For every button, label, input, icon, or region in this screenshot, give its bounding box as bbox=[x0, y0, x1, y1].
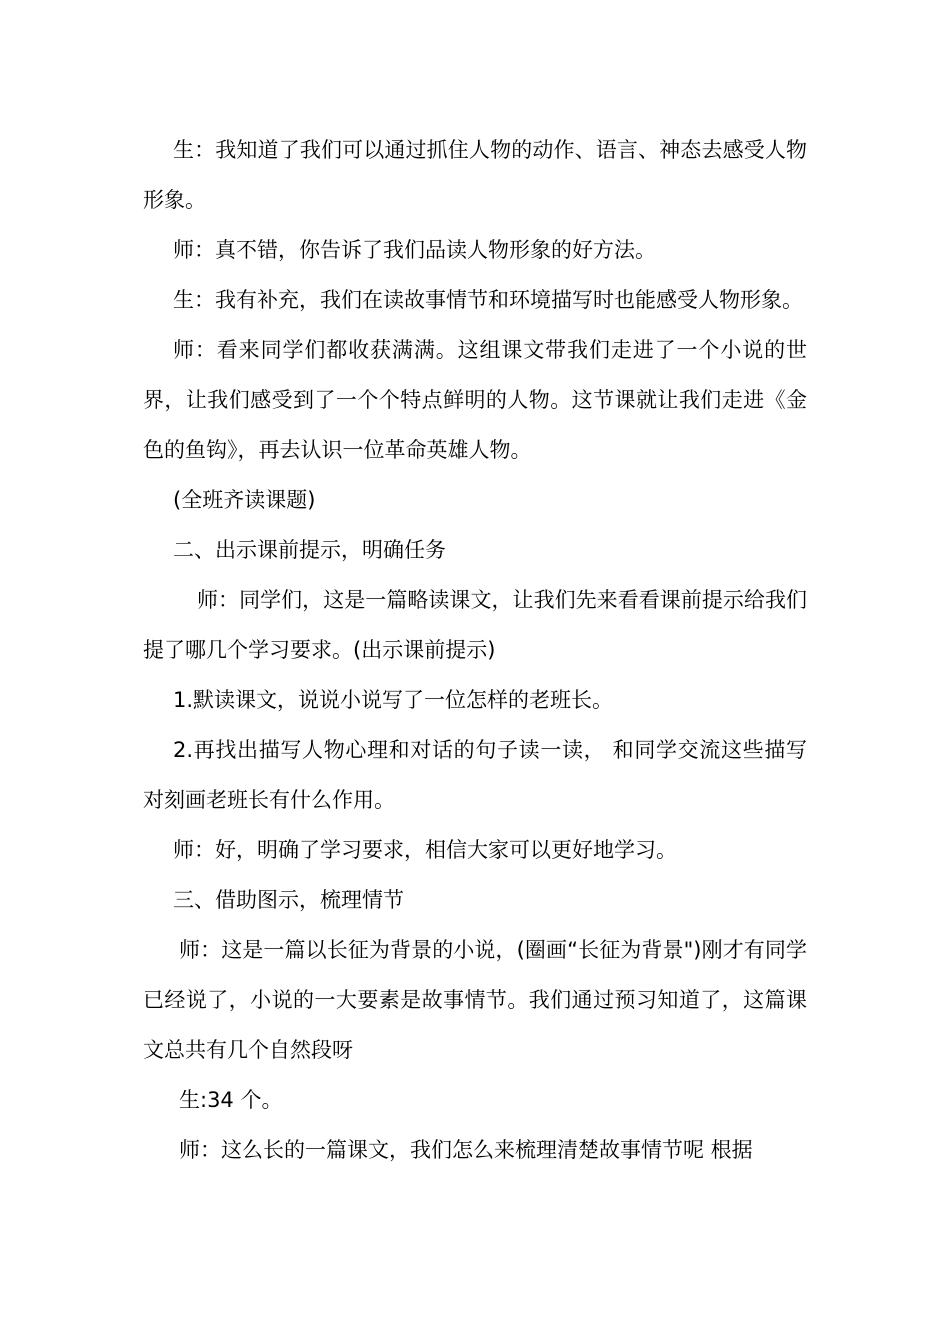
paragraph-class-read-title: (全班齐读课题) bbox=[173, 488, 316, 512]
paragraph-teacher-background: 师：这是一篇以长征为背景的小说，(圈画“长征为背景")刚才有同学已经说了，小说的一大要素是故事情节。我们通过预习知道了，这篇课文总共有几个自然段呀 bbox=[143, 938, 807, 1062]
paragraph-student-supplement: 生：我有补充，我们在读故事情节和环境描写时也能感受人物形象。 bbox=[173, 288, 803, 312]
section-heading-2: 二、出示课前提示，明确任务 bbox=[173, 538, 446, 562]
paragraph-teacher-intro: 师：看来同学们都收获满满。这组课文带我们走进了一个小说的世界，让我们感受到了一个个特点鲜明的人物。这节课就让我们走进《金色的鱼钩》，再去认识一位革命英雄人物。 bbox=[143, 338, 807, 462]
section-heading-3: 三、借助图示，梳理情节 bbox=[173, 888, 404, 912]
paragraph-student-answer-1: 生：我知道了我们可以通过抓住人物的动作、语言、神态去感受人物形象。 bbox=[143, 138, 807, 212]
paragraph-teacher-question: 师：这么长的一篇课文，我们怎么来梳理清楚故事情节呢 根据 bbox=[179, 1138, 753, 1162]
paragraph-teacher-confirm: 师：好，明确了学习要求，相信大家可以更好地学习。 bbox=[173, 838, 677, 862]
document-page bbox=[143, 125, 807, 1175]
list-item-requirement-2: 2.再找出描写人物心理和对话的句子读一读， 和同学交流这些描写对刻画老班长有什么作用。 bbox=[143, 738, 807, 812]
list-item-requirement-1: 1.默读课文，说说小说写了一位怎样的老班长。 bbox=[173, 688, 614, 712]
paragraph-teacher-tips: 师：同学们，这是一篇略读课文，让我们先来看看课前提示给我们提了哪几个学习要求。(出示课前提示) bbox=[143, 588, 807, 662]
paragraph-student-count: 生:34 个。 bbox=[179, 1088, 283, 1112]
paragraph-teacher-praise: 师：真不错，你告诉了我们品读人物形象的好方法。 bbox=[173, 238, 656, 262]
